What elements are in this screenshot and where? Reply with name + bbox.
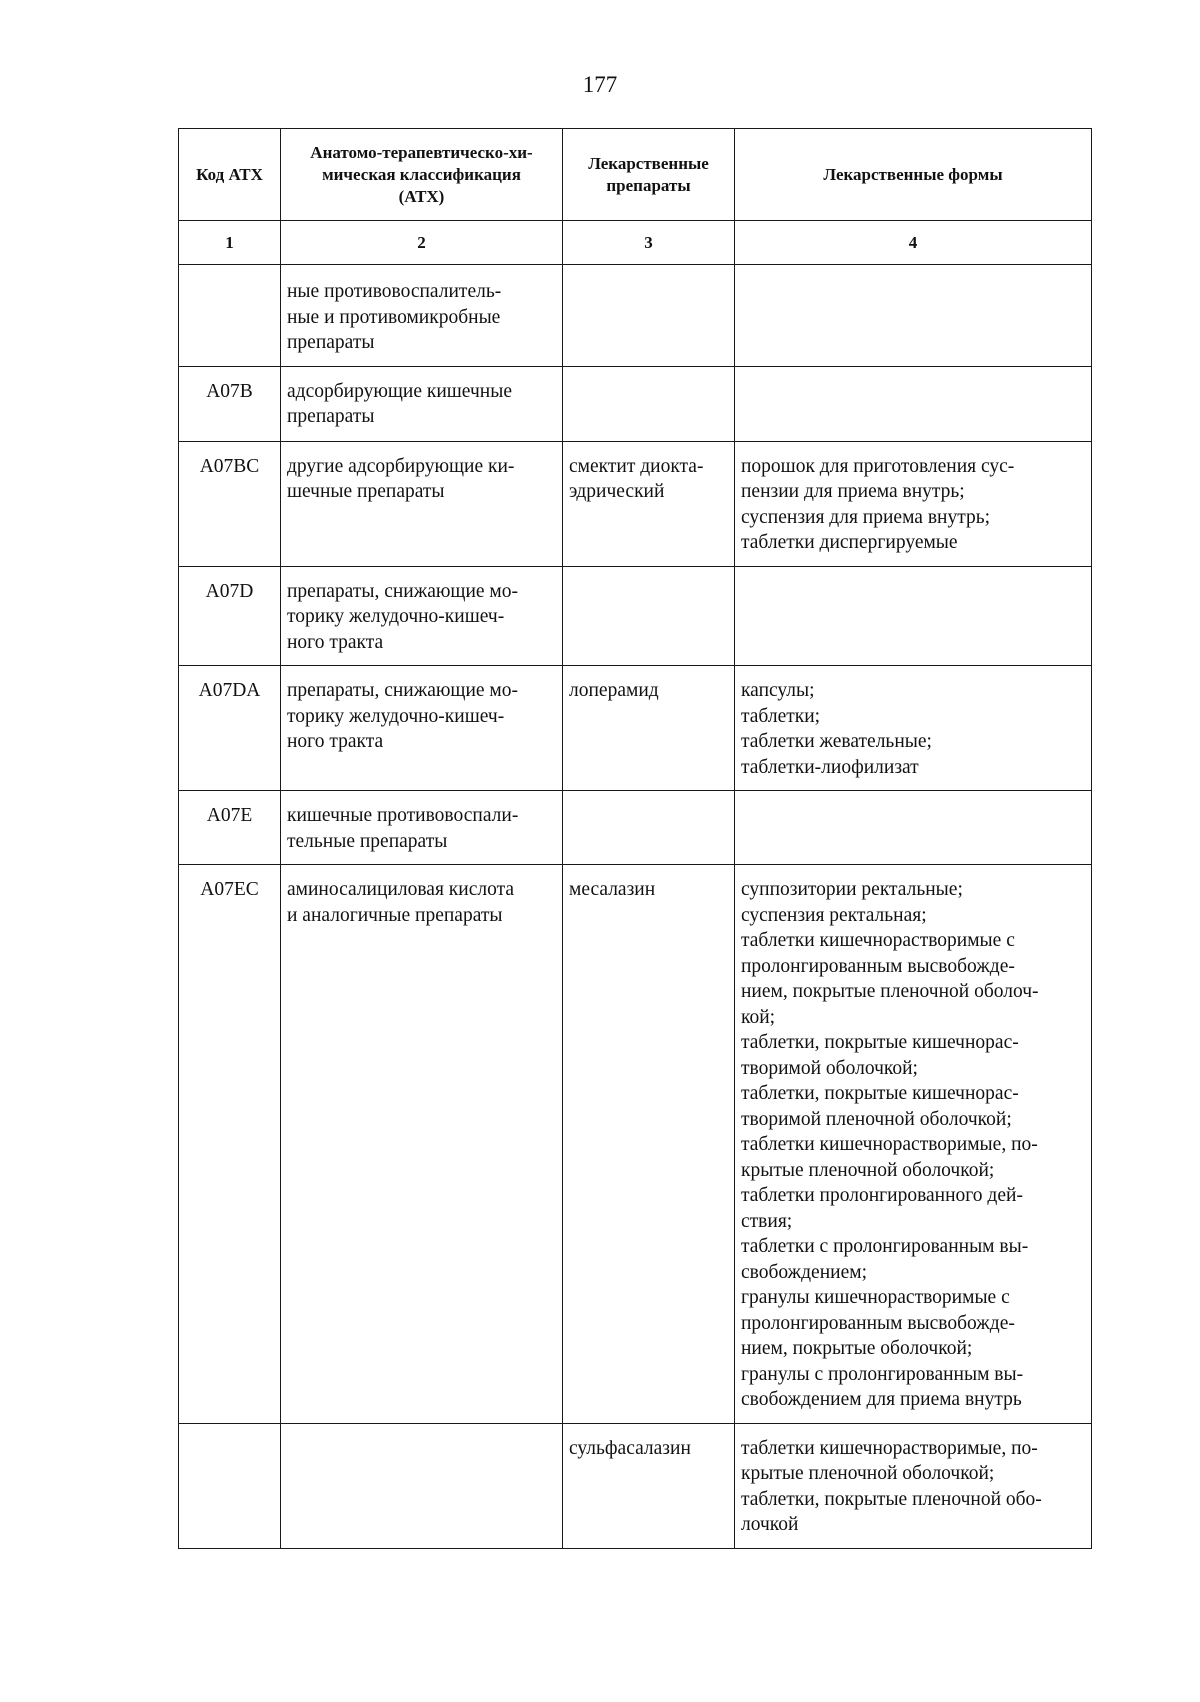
forms-cell: суппозитории ректальные; суспензия ректальная; таблетки кишечнорастворимые с пролонгированным высвобожде- нием, покрытые пленочной оболоч- кой; таблетки, покрытые кишечнорас- творимой оболочкой; таблетки, покрытые кишечнорас- творимой пленочной оболочкой; таблетки кишечнорастворимые, по- крытые пленочной оболочкой; таблетки пролонгированного дей- ствия; таблетки с пролонгированным вы- свобождением; гранулы кишечнорастворимые с пролонгированным высвобожде- нием, покрытые оболочкой; гранулы с пролонгированным вы- свобождением для приема внутрь — [735, 865, 1092, 1424]
header-atx-code: Код АТХ — [179, 129, 281, 221]
column-number: 1 — [179, 221, 281, 265]
classification-cell: кишечные противовоспали- тельные препараты — [281, 791, 563, 865]
column-number-row — [179, 221, 1092, 265]
table-row — [179, 1423, 1092, 1548]
atx-code-cell: A07BC — [179, 441, 281, 566]
drug-cell: смектит диокта- эдрический — [563, 441, 735, 566]
drug-cell — [563, 366, 735, 441]
atx-code-cell: A07B — [179, 366, 281, 441]
classification-cell: препараты, снижающие мо- торику желудочно-кишеч- ного тракта — [281, 666, 563, 791]
atx-code-cell: A07E — [179, 791, 281, 865]
header-drugs: Лекарственные препараты — [563, 129, 735, 221]
atx-code-cell — [179, 1423, 281, 1548]
table-header-row — [179, 129, 1092, 221]
forms-cell — [735, 791, 1092, 865]
drug-cell — [563, 791, 735, 865]
table-row — [179, 865, 1092, 1424]
drug-cell: лоперамид — [563, 666, 735, 791]
column-number: 3 — [563, 221, 735, 265]
drug-cell — [563, 265, 735, 367]
column-number: 4 — [735, 221, 1092, 265]
table-row — [179, 265, 1092, 367]
atx-code-cell — [179, 265, 281, 367]
table-row — [179, 366, 1092, 441]
classification-cell: препараты, снижающие мо- торику желудочно-кишеч- ного тракта — [281, 566, 563, 666]
classification-cell: другие адсорбирующие ки- шечные препараты — [281, 441, 563, 566]
forms-cell — [735, 566, 1092, 666]
table-row — [179, 791, 1092, 865]
atx-table — [178, 128, 1092, 1549]
drug-cell — [563, 566, 735, 666]
table-row — [179, 566, 1092, 666]
atx-code-cell: A07DA — [179, 666, 281, 791]
header-dosage-forms: Лекарственные формы — [735, 129, 1092, 221]
table-row — [179, 441, 1092, 566]
classification-cell: адсорбирующие кишечные препараты — [281, 366, 563, 441]
atx-code-cell: A07EC — [179, 865, 281, 1424]
forms-cell: таблетки кишечнорастворимые, по- крытые пленочной оболочкой; таблетки, покрытые пленочной обо- лочкой — [735, 1423, 1092, 1548]
forms-cell — [735, 265, 1092, 367]
drug-cell: месалазин — [563, 865, 735, 1424]
classification-cell: аминосалициловая кислота и аналогичные препараты — [281, 865, 563, 1424]
forms-cell: порошок для приготовления сус- пензии для приема внутрь; суспензия для приема внутрь; таблетки диспергируемые — [735, 441, 1092, 566]
classification-cell: ные противовоспалитель- ные и противомикробные препараты — [281, 265, 563, 367]
forms-cell — [735, 366, 1092, 441]
page-number: 177 — [582, 72, 618, 97]
header-atx-classification: Анатомо-терапевтическо-хи- мическая классификация (АТХ) — [281, 129, 563, 221]
table-row — [179, 666, 1092, 791]
forms-cell: капсулы; таблетки; таблетки жевательные; таблетки-лиофилизат — [735, 666, 1092, 791]
column-number: 2 — [281, 221, 563, 265]
drug-cell: сульфасалазин — [563, 1423, 735, 1548]
atx-code-cell: A07D — [179, 566, 281, 666]
classification-cell — [281, 1423, 563, 1548]
